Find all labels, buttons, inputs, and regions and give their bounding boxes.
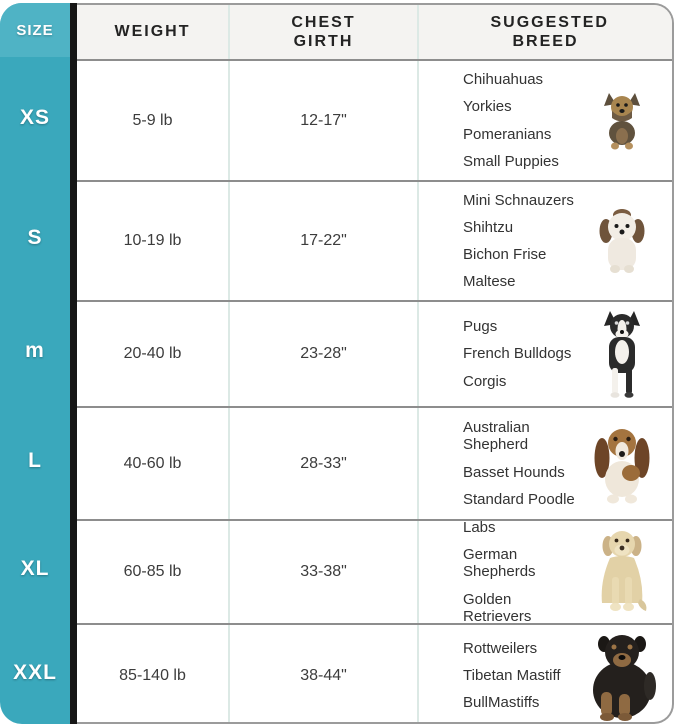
weight-column-header: WEIGHT [114, 23, 191, 41]
table-row-s [77, 180, 672, 300]
breed-item: Pugs [463, 318, 498, 336]
breed-list [463, 414, 581, 513]
vertical-black-divider [70, 3, 77, 724]
weight-value: 5-9 lb [132, 111, 173, 129]
breed-cell [417, 61, 672, 180]
breed-item: Maltese [463, 273, 516, 291]
breed-item: Mini Schnauzers [463, 191, 574, 209]
breed-item: Golden Retrievers [463, 590, 532, 625]
size-cell-xs: XS [19, 105, 50, 129]
size-cell-l: L [28, 448, 42, 472]
breed-item: Yorkies [463, 98, 512, 116]
weight-value: 10-19 lb [123, 232, 182, 249]
yorkie-puppy-photo [581, 91, 662, 151]
breed-item: French Bulldogs [463, 345, 572, 363]
tibetan-mastiff-photo [581, 630, 662, 722]
breed-item: Bichon Frise [463, 246, 547, 263]
breed-item: Chihuahuas [463, 71, 544, 88]
breed-cell [417, 182, 672, 300]
suggested-breed-column-header [417, 5, 672, 59]
breed-item: Basset Hounds [463, 463, 565, 481]
size-column-header: SIZE [0, 3, 70, 57]
suggested-breed-header-label: SUGGESTED BREED [490, 13, 609, 50]
breed-item: Small Puppies [463, 152, 559, 170]
breed-cell [417, 408, 672, 519]
breed-item: Shihtzu [463, 218, 514, 236]
size-cell-s: S [27, 226, 43, 249]
weight-value: 85-140 lb [119, 666, 186, 684]
breed-list [463, 187, 581, 296]
size-cell-xxl: XXL [13, 660, 57, 684]
breed-item: Australian Shepherd [463, 419, 530, 454]
chest-girth-value: 28-33" [228, 408, 417, 519]
breed-item: Pomeranians [463, 125, 552, 143]
chest-girth-column-header [228, 5, 417, 59]
chest-girth-header-label: CHEST GIRTH [291, 13, 356, 50]
chest-girth-value: 23-28" [228, 302, 417, 406]
labrador-photo [581, 527, 662, 617]
breed-item: German Shepherds [463, 546, 536, 581]
weight-value: 60-85 lb [123, 563, 182, 580]
size-cell-m: m [25, 339, 45, 362]
breed-list [463, 66, 581, 175]
breed-cell [417, 302, 672, 406]
table-row-l [77, 406, 672, 519]
breed-item: Standard Poodle [463, 490, 575, 508]
breed-cell [417, 625, 672, 724]
chest-girth-value: 38-44" [228, 625, 417, 724]
chest-girth-value: 33-38" [228, 521, 417, 623]
table-row-m [77, 300, 672, 406]
size-chart-table [77, 3, 674, 724]
chest-girth-value: 12-17" [228, 61, 417, 180]
breed-item: BullMastiffs [463, 694, 540, 712]
weight-value: 20-40 lb [123, 345, 182, 362]
boston-terrier-photo [581, 310, 662, 398]
weight-value: 40-60 lb [123, 454, 182, 472]
basset-hound-photo [581, 423, 662, 505]
breed-list [463, 514, 581, 630]
table-row-xl [77, 519, 672, 623]
breed-list [463, 635, 581, 717]
table-row-xxl [77, 623, 672, 724]
size-column [0, 3, 70, 724]
breed-list [463, 313, 581, 395]
breed-item: Labs [463, 518, 496, 536]
table-row-xs [77, 59, 672, 180]
shih-tzu-photo [581, 207, 662, 275]
breed-item: Corgis [463, 372, 507, 390]
breed-item: Rottweilers [463, 639, 538, 657]
size-cell-xl: XL [20, 557, 50, 580]
table-header-row [77, 5, 672, 59]
chest-girth-value: 17-22" [228, 182, 417, 300]
breed-cell [417, 518, 672, 625]
breed-item: Tibetan Mastiff [463, 666, 561, 684]
